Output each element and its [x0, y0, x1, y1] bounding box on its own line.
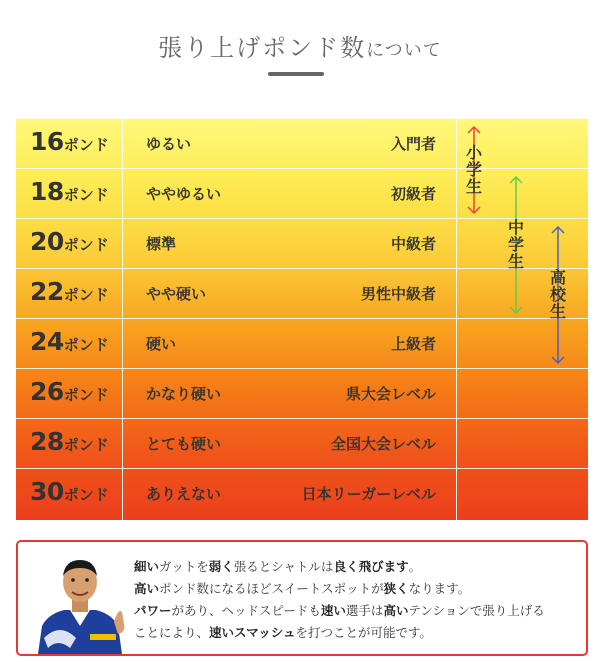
pound-unit: ポンド: [63, 136, 109, 154]
player-level: 入門者: [390, 135, 436, 153]
string-feel: 標準: [146, 235, 177, 253]
age-range-label: 小 学 生: [465, 143, 482, 196]
pound-value: [30, 427, 109, 456]
tension-table: [16, 118, 588, 520]
pound-number: 16: [30, 127, 64, 156]
pound-value: [30, 327, 109, 356]
pound-number: 28: [30, 427, 64, 456]
explanation-box: [16, 540, 588, 656]
title-sub: について: [366, 40, 442, 61]
pound-number: 18: [30, 177, 64, 206]
pound-unit: ポンド: [63, 336, 109, 354]
table-row: [16, 168, 588, 218]
pound-value: [30, 177, 109, 206]
table-row: [16, 368, 588, 418]
age-range-label: 中 学 生: [507, 218, 524, 271]
string-feel: とても硬い: [146, 435, 222, 453]
table-row: [16, 268, 588, 321]
string-feel: ゆるい: [146, 135, 192, 153]
pound-number: 26: [30, 377, 64, 406]
table-row: [16, 218, 588, 271]
pound-value: [30, 227, 109, 256]
pound-unit: ポンド: [63, 386, 109, 404]
pound-value: [30, 377, 109, 406]
explanation-line: パワーがあり、ヘッドスピードも速い選手は高いテンションで張り上げる: [134, 603, 545, 618]
pound-unit: ポンド: [63, 486, 109, 504]
explanation-line: 高いポンド数になるほどスイートスポットが狭くなります。: [134, 581, 471, 596]
table-row: [16, 468, 588, 518]
pound-number: 20: [30, 227, 64, 256]
explanation-text: [134, 556, 582, 644]
pound-unit: ポンド: [63, 436, 109, 454]
pound-number: 30: [30, 477, 64, 506]
table-row: [16, 318, 588, 368]
pound-value: [30, 477, 109, 506]
player-level: 上級者: [390, 335, 436, 353]
pound-number: 24: [30, 327, 64, 356]
title-main: 張り上げポンド数: [158, 34, 367, 62]
pound-value: [30, 277, 109, 306]
page-title: [0, 28, 600, 63]
title-underline: [268, 72, 324, 76]
pound-unit: ポンド: [63, 286, 109, 304]
explanation-line: ことにより、速いスマッシュを打つことが可能です。: [134, 625, 433, 640]
player-level: 全国大会レベル: [330, 435, 436, 453]
age-range-label: 高 校 生: [549, 268, 566, 321]
pound-value: [30, 127, 109, 156]
pound-number: 22: [30, 277, 64, 306]
table-row: [16, 118, 588, 168]
table-row: [16, 418, 588, 468]
string-feel: ややゆるい: [146, 185, 222, 203]
pound-unit: ポンド: [63, 236, 109, 254]
string-feel: かなり硬い: [146, 385, 222, 403]
player-level: 初級者: [390, 185, 436, 203]
player-level: 県大会レベル: [345, 385, 436, 403]
player-level: 男性中級者: [360, 285, 436, 303]
coach-photo: [30, 552, 130, 654]
player-level: 日本リーガーレベル: [301, 485, 436, 503]
string-feel: やや硬い: [146, 285, 207, 303]
pound-unit: ポンド: [63, 186, 109, 204]
string-feel: 硬い: [146, 335, 177, 353]
player-level: 中級者: [390, 235, 436, 253]
string-feel: ありえない: [146, 485, 222, 503]
explanation-line: 細いガットを弱く張るとシャトルは良く飛びます。: [134, 559, 422, 574]
